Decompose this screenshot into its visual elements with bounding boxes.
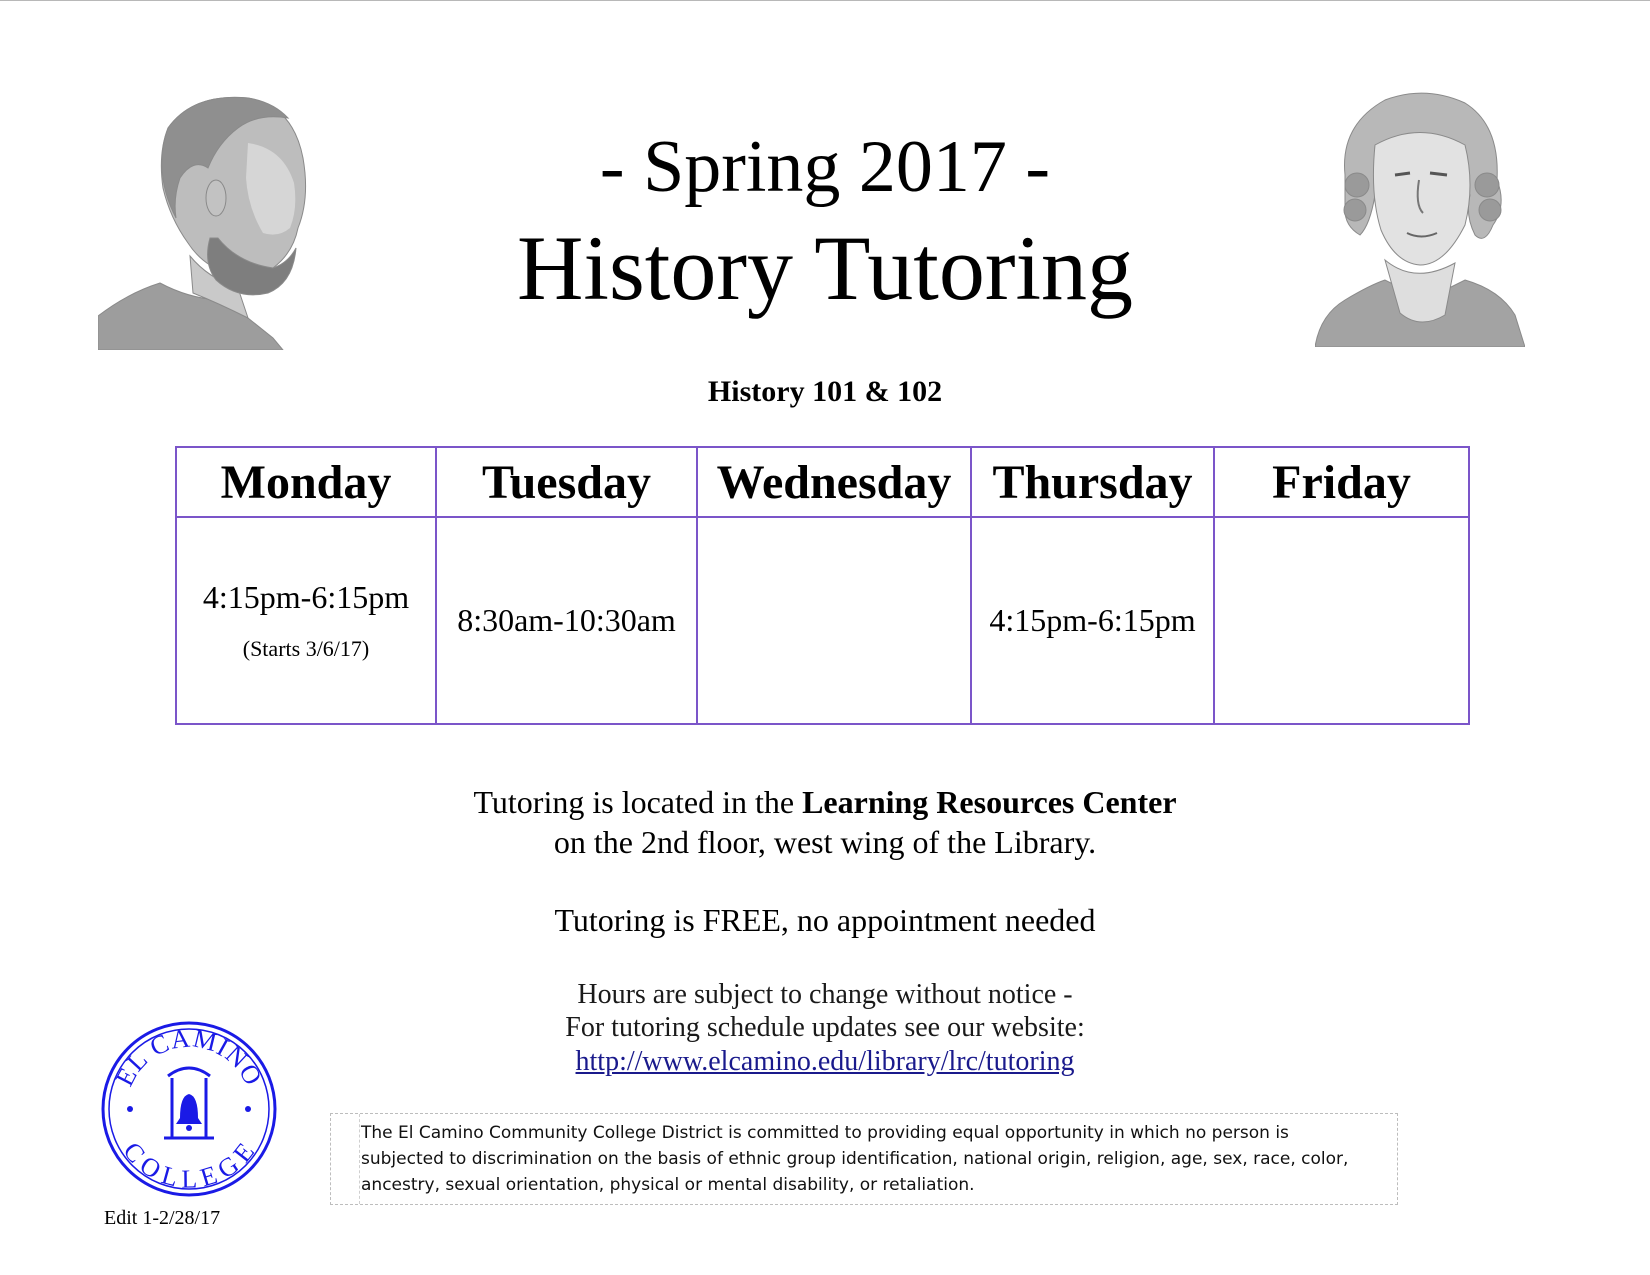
page-title: History Tutoring xyxy=(516,217,1134,319)
time-cell-tuesday: 8:30am-10:30am xyxy=(436,517,697,724)
disclaimer-text: The El Camino Community College District is committed to providing equal opportunity in which no person is subjected to discrimination on the basis of ethnic group identification, national origin, religion, age, sex, race, color, ancestry, sexual orientation, physical or mental disability, or retaliation. xyxy=(361,1123,1349,1195)
free-tutoring-notice: Tutoring is FREE, no appointment needed xyxy=(554,902,1096,938)
time-cell-wednesday xyxy=(697,517,971,724)
location-center-name: Learning Resources Center xyxy=(802,784,1177,820)
day-header-friday: Friday xyxy=(1214,447,1469,517)
location-line-2: on the 2nd floor, west wing of the Library. xyxy=(553,824,1097,860)
top-border-line xyxy=(0,0,1650,1)
schedule-header-row xyxy=(176,447,1469,517)
day-header-thursday: Thursday xyxy=(971,447,1214,517)
course-subtitle: History 101 & 102 xyxy=(707,375,943,408)
day-header-monday: Monday xyxy=(176,447,436,517)
time-cell-monday xyxy=(176,517,436,724)
equal-opportunity-disclaimer xyxy=(330,1113,1398,1205)
seal-top-text: EL CAMINO xyxy=(109,1023,269,1091)
time-cell-thursday: 4:15pm-6:15pm xyxy=(971,517,1214,724)
edit-date-note: Edit 1-2/28/17 xyxy=(104,1207,221,1229)
day-header-wednesday: Wednesday xyxy=(697,447,971,517)
hours-notice-line-2: For tutoring schedule updates see our website: xyxy=(565,1012,1085,1043)
day-header-tuesday: Tuesday xyxy=(436,447,697,517)
svg-text:COLLEGE xyxy=(117,1137,260,1194)
tutoring-schedule-table xyxy=(175,446,1470,725)
location-line-1 xyxy=(0,782,1650,822)
hours-notice-line-1: Hours are subject to change without notice - xyxy=(577,979,1073,1010)
schedule-time-row xyxy=(176,517,1469,724)
time-monday: 4:15pm-6:15pm xyxy=(202,579,410,615)
el-camino-college-seal-icon xyxy=(100,1020,278,1198)
term-heading: - Spring 2017 - xyxy=(599,126,1051,208)
time-cell-friday xyxy=(1214,517,1469,724)
location-prefix: Tutoring is located in the xyxy=(473,784,803,820)
tutoring-website-link[interactable]: http://www.elcamino.edu/library/lrc/tutoring xyxy=(575,1046,1075,1077)
svg-text:EL CAMINO xyxy=(110,1023,269,1090)
monday-start-note: (Starts 3/6/17) xyxy=(242,636,370,661)
seal-bottom-text: COLLEGE xyxy=(117,1136,261,1194)
